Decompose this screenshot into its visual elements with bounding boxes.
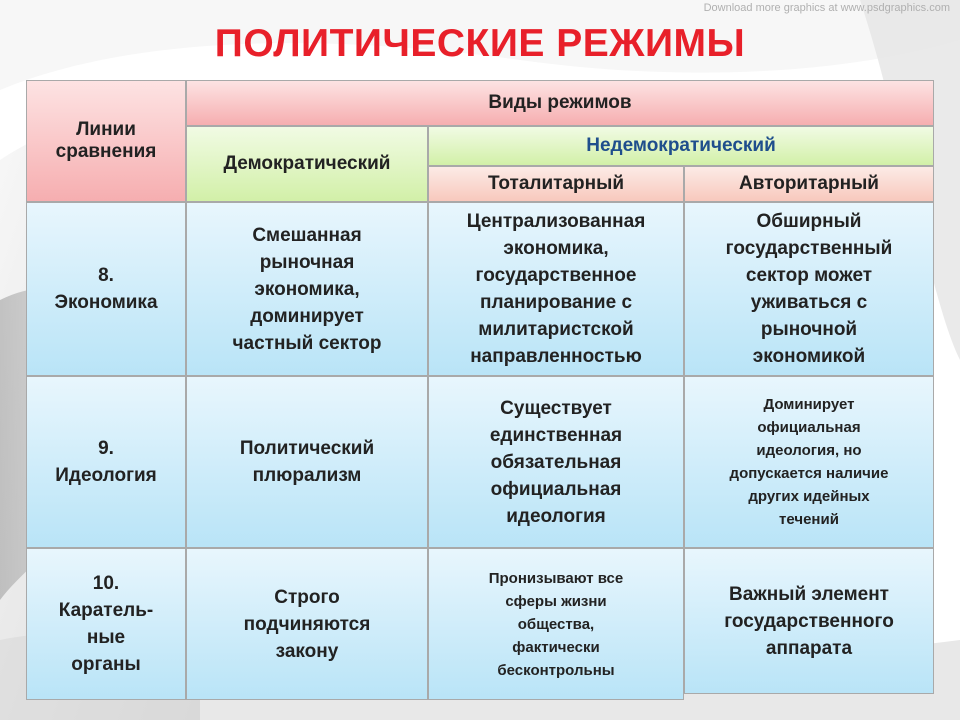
watermark: Download more graphics at www.psdgraphics.com xyxy=(703,2,950,14)
cell-economy-authoritarian: Обширный государственный сектор может уживаться с рыночной экономикой xyxy=(684,202,934,376)
header-nondemocratic: Недемократический xyxy=(428,126,934,166)
row-label-ideology: 9. Идеология xyxy=(26,376,186,548)
cell-ideology-democratic: Политический плюрализм xyxy=(186,376,428,548)
row-label-punitive-organs: 10. Каратель- ные органы xyxy=(26,548,186,700)
cell-punitive-democratic: Строго подчиняются закону xyxy=(186,548,428,700)
header-authoritarian: Авторитарный xyxy=(684,166,934,202)
cell-punitive-authoritarian: Важный элемент государственного аппарата xyxy=(684,548,934,694)
page-title: ПОЛИТИЧЕСКИЕ РЕЖИМЫ xyxy=(214,22,746,65)
cell-ideology-authoritarian: Доминирует официальная идеология, но допускается наличие других идейных течений xyxy=(684,376,934,548)
cell-punitive-totalitarian: Пронизывают все сферы жизни общества, фактически бесконтрольны xyxy=(428,548,684,700)
cell-economy-totalitarian: Централизованная экономика, государственное планирование с милитаристской направленностью xyxy=(428,202,684,376)
row-label-economy: 8. Экономика xyxy=(26,202,186,376)
cell-economy-democratic: Смешанная рыночная экономика, доминирует частный сектор xyxy=(186,202,428,376)
header-regime-types: Виды режимов xyxy=(186,80,934,126)
header-democratic: Демократический xyxy=(186,126,428,202)
header-totalitarian: Тоталитарный xyxy=(428,166,684,202)
cell-ideology-totalitarian: Существует единственная обязательная официальная идеология xyxy=(428,376,684,548)
header-comparison-lines: Линии сравнения xyxy=(26,80,186,202)
